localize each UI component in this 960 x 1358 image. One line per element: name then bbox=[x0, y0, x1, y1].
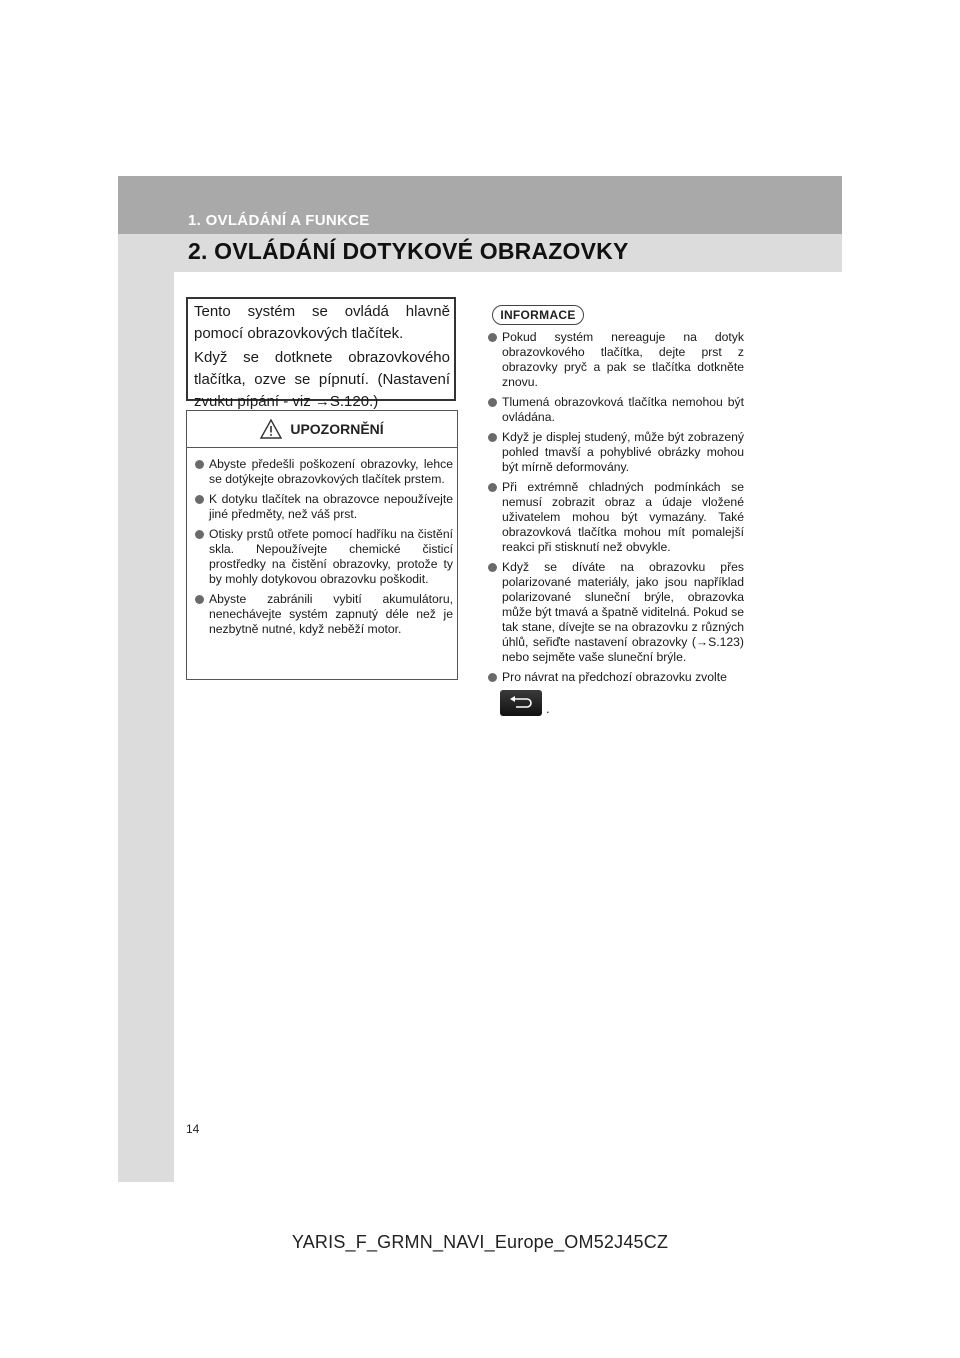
intro-paragraph-1: Tento systém se ovládá hlavně pomocí obrazovkových tlačítek. bbox=[194, 303, 450, 342]
bullet-icon bbox=[488, 433, 497, 442]
info-badge: INFORMACE bbox=[492, 305, 584, 325]
back-arrow-icon bbox=[508, 696, 534, 710]
back-button-illustration bbox=[500, 690, 542, 716]
info-list bbox=[488, 330, 744, 690]
info-item: Pro návrat na předchozí obrazovku zvolte bbox=[488, 670, 744, 685]
caution-item: K dotyku tlačítek na obrazovce nepoužívejte jiné předměty, než váš prst. bbox=[195, 492, 453, 522]
chapter-title: 2. OVLÁDÁNÍ DOTYKOVÉ OBRAZOVKY bbox=[188, 238, 629, 264]
back-button-row bbox=[500, 690, 550, 716]
info-item: Tlumená obrazovková tlačítka nemohou být ovládána. bbox=[488, 395, 744, 425]
caution-box bbox=[186, 410, 458, 680]
bullet-icon bbox=[195, 595, 204, 604]
bullet-icon bbox=[488, 563, 497, 572]
bullet-icon bbox=[488, 333, 497, 342]
bullet-icon bbox=[488, 483, 497, 492]
bullet-icon bbox=[488, 398, 497, 407]
section-label: 1. OVLÁDÁNÍ A FUNKCE bbox=[188, 212, 370, 229]
warning-triangle-icon bbox=[260, 419, 282, 439]
caution-list bbox=[195, 457, 453, 642]
sentence-period: . bbox=[546, 701, 550, 716]
bullet-icon bbox=[488, 673, 497, 682]
caution-item: Abyste předešli poškození obrazovky, lehce se dotýkejte obrazovkových tlačítek prstem. bbox=[195, 457, 453, 487]
intro-box bbox=[186, 297, 456, 410]
caution-title: UPOZORNĚNÍ bbox=[290, 421, 384, 437]
caution-item: Otisky prstů otřete pomocí hadříku na čistění skla. Nepoužívejte chemické čisticí prostředky na čistění obrazovky, protože ty by mohly dotykovou obrazovku poškodit. bbox=[195, 527, 453, 587]
intro-paragraph-2: Když se dotknete obrazovkového tlačítka, ozve se pípnutí. (Nastavení zvuku pípání - viz →S.120.) bbox=[194, 349, 450, 410]
info-item: Když se díváte na obrazovku přes polarizované materiály, jako jsou například polarizované sluneční brýle, obrazovka může být tmavá a špatně viditelná. Pokud se tak stane, dívejte se na obrazovku z různých úhlů, seřiďte nastavení obrazovky (→S.123) nebo sejměte vaše sluneční brýle. bbox=[488, 560, 744, 665]
bullet-icon bbox=[195, 530, 204, 539]
page-number: 14 bbox=[186, 1122, 200, 1136]
caution-header bbox=[187, 411, 457, 448]
info-item: Při extrémně chladných podmínkách se nemusí zobrazit obraz a údaje vložené uživatelem mohou být vymazány. Také obrazovková tlačítka mohou mít pomalejší reakci při stisknutí než obvykle. bbox=[488, 480, 744, 555]
caution-item: Abyste zabránili vybití akumulátoru, nenechávejte systém zapnutý déle než je nezbytně nutné, když neběží motor. bbox=[195, 592, 453, 637]
bullet-icon bbox=[195, 495, 204, 504]
bullet-icon bbox=[195, 460, 204, 469]
info-item: Když je displej studený, může být zobrazený pohled tmavší a pohyblivé obrázky mohou být mírně deformovány. bbox=[488, 430, 744, 475]
info-item: Pokud systém nereaguje na dotyk obrazovkového tlačítka, dejte prst z obrazovky pryč a pak se tlačítka dotkněte znovu. bbox=[488, 330, 744, 390]
footer-document-code: YARIS_F_GRMN_NAVI_Europe_OM52J45CZ bbox=[291, 1232, 669, 1252]
